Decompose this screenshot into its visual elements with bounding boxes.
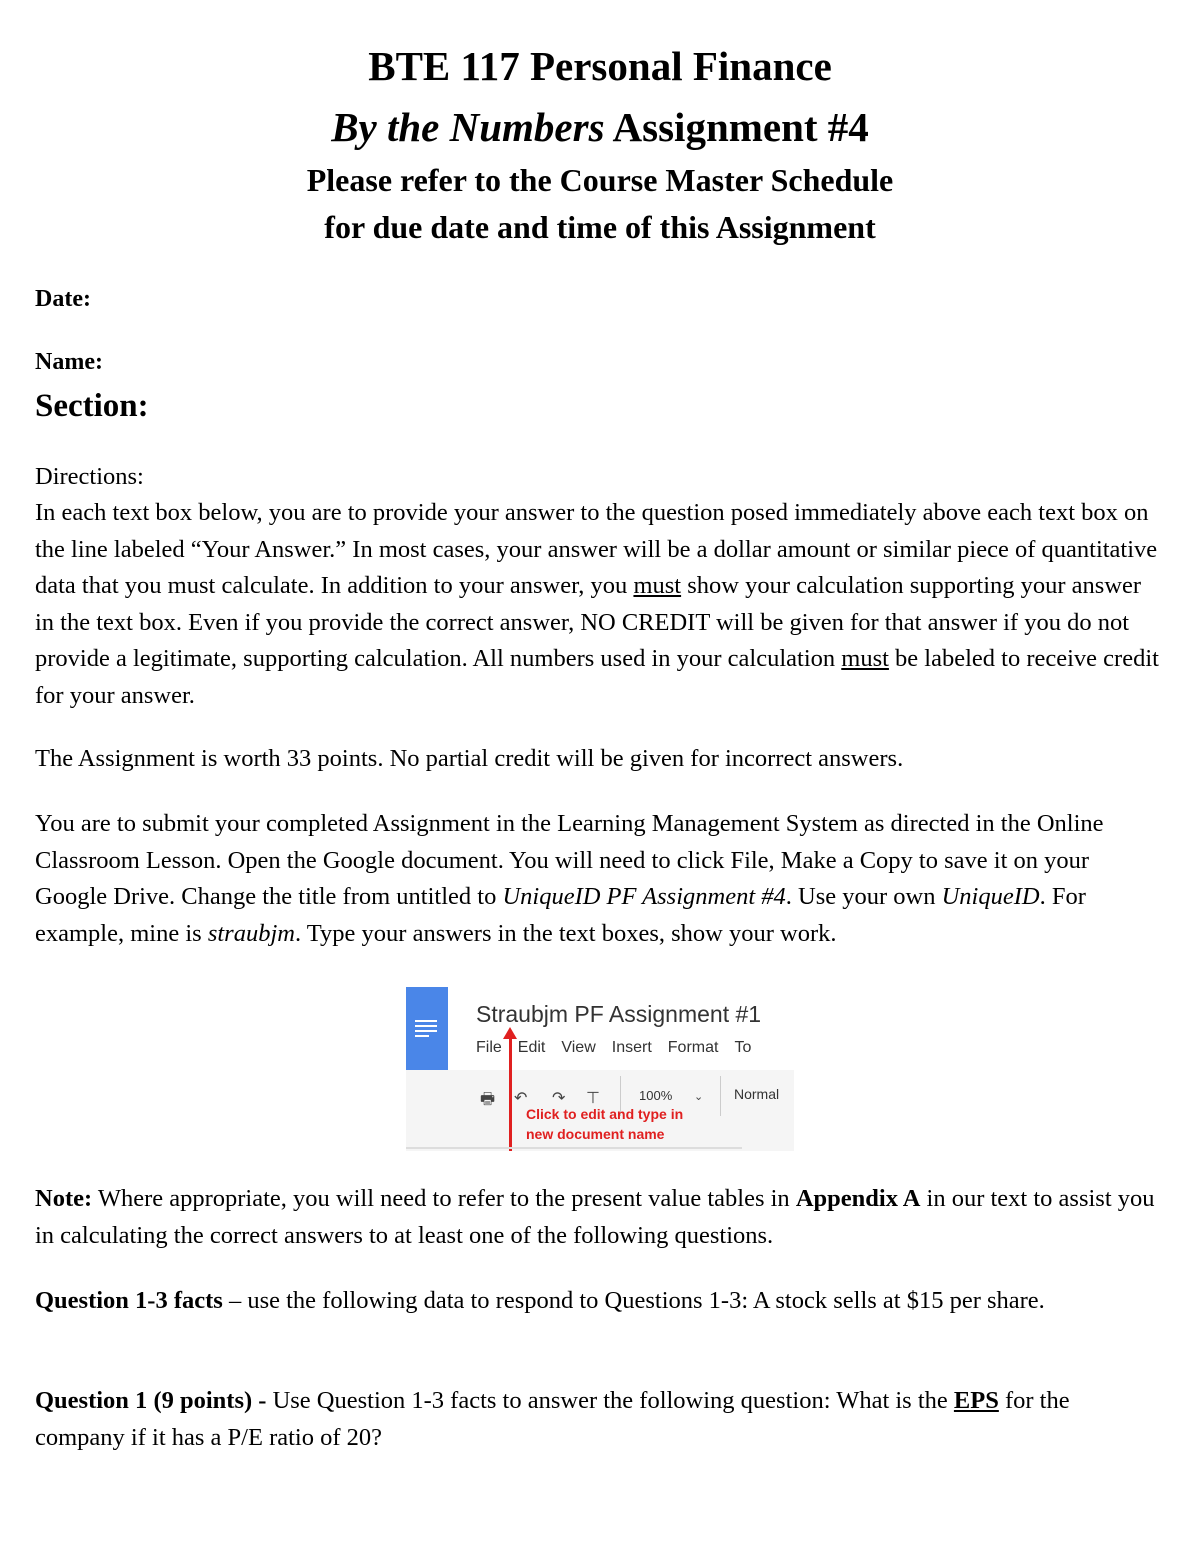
question-1-points: (9 points): [147, 1387, 253, 1414]
submit-text-d: . Type your answers in the text boxes, show your work.: [294, 919, 837, 947]
question-1: [35, 1383, 1165, 1456]
undo-icon: ↶: [514, 1090, 528, 1107]
screenshot-menu-insert: Insert: [611, 1039, 652, 1056]
note-paragraph: [35, 1181, 1165, 1254]
hint-line-2: new document name: [526, 1126, 665, 1142]
screenshot-menu-file: File: [476, 1039, 502, 1056]
submit-text-a: You are to submit your completed Assignment in the Learning Management System as directed in the Online Classroom Lesson. Open the Google document. You will need to click File, Make a Copy to save it on your Google Drive. Change the title from untitled to: [35, 810, 1104, 910]
appendix-reference: Appendix A: [795, 1185, 921, 1212]
chevron-down-icon: ⌄: [694, 1091, 704, 1103]
question-1-text-a: Use Question 1-3 facts to answer the following question: What is the: [266, 1387, 954, 1414]
section-label: Section:: [35, 388, 149, 424]
screenshot-doc-title: Straubjm PF Assignment #1: [476, 1001, 762, 1027]
hint-line-1: Click to edit and type in: [526, 1106, 684, 1122]
name-label: Name:: [35, 349, 103, 375]
print-icon: 🖶: [480, 1091, 496, 1108]
redo-icon: ↷: [552, 1090, 566, 1107]
google-docs-screenshot: [406, 987, 794, 1151]
directions-paragraph: [35, 495, 1165, 714]
directions-text-c: be labeled to receive credit for your answer.: [35, 645, 1159, 709]
assignment-title: [0, 101, 1200, 153]
google-docs-icon: [406, 987, 448, 1070]
subtitle-line-2: for due date and time of this Assignment: [324, 209, 876, 245]
submit-text-b: . Use your own: [785, 883, 942, 910]
note-text-b: in our text to assist you in calculating the correct answers to at least one of the following questions.: [35, 1185, 1155, 1249]
question-1-3-facts: [35, 1283, 1165, 1320]
facts-label: Question 1-3 facts: [35, 1287, 223, 1314]
paint-format-icon: ⊤: [586, 1090, 600, 1107]
screenshot-menu-format: Format: [667, 1039, 719, 1056]
screenshot-style: Normal: [734, 1086, 780, 1102]
question-1-label: Question 1: [35, 1387, 148, 1414]
question-1-text-b: for the company if it has a P/E ratio of 20?: [35, 1387, 1070, 1451]
directions-text-a: In each text box below, you are to provide your answer to the question posed immediately above each text box on the line labeled “Your Answer.” In most cases, your answer will be a dollar amount or similar piece of quantitative data that you must calculate. In addition to your answer, you: [35, 499, 1158, 599]
submit-title-example: UniqueID PF Assignment #4: [502, 883, 786, 910]
screenshot-hint: [526, 1104, 683, 1144]
directions-text-b: show your calculation supporting your answer in the text box. Even if you provide the correct answer, NO CREDIT will be given for that answer if you do not provide a legitimate, supporting calculation. All numbers used in your calculation: [35, 572, 1142, 672]
submit-example-id: straubjm: [207, 919, 295, 947]
submit-paragraph: [35, 806, 1165, 952]
question-1-dash: -: [252, 1387, 267, 1414]
submit-uniqueid: UniqueID: [941, 883, 1040, 910]
assignment-title-italic: By the Numbers: [331, 104, 605, 150]
screenshot-zoom: 100%: [639, 1088, 673, 1103]
date-label: Date:: [35, 286, 91, 312]
directions-label: Directions:: [35, 463, 144, 490]
screenshot-menu-tools: To: [734, 1039, 752, 1056]
assignment-title-rest: Assignment #4: [604, 104, 869, 150]
arrow-shaft: [509, 1033, 512, 1151]
screenshot-menu-edit: Edit: [517, 1039, 546, 1056]
subtitle-line-1: Please refer to the Course Master Schedule: [306, 162, 894, 198]
course-title: BTE 117 Personal Finance: [368, 43, 832, 89]
screenshot-menu-view: View: [561, 1039, 596, 1056]
worth-paragraph: The Assignment is worth 33 points. No partial credit will be given for incorrect answers.: [35, 745, 904, 772]
screenshot-header: [406, 987, 794, 1070]
must-emphasis-1: must: [633, 572, 682, 599]
facts-text: – use the following data to respond to Questions 1-3: A stock sells at $15 per share.: [222, 1287, 1045, 1314]
must-emphasis-2: must: [841, 645, 889, 672]
screenshot-menu-bar: [476, 1039, 767, 1057]
screenshot-toolbar: [406, 1070, 794, 1151]
submit-text-c: . For example, mine is: [35, 883, 1086, 947]
eps-term: EPS: [953, 1387, 999, 1414]
note-text-a: Where appropriate, you will need to refer to the present value tables in: [92, 1185, 796, 1212]
note-label: Note:: [35, 1185, 93, 1212]
